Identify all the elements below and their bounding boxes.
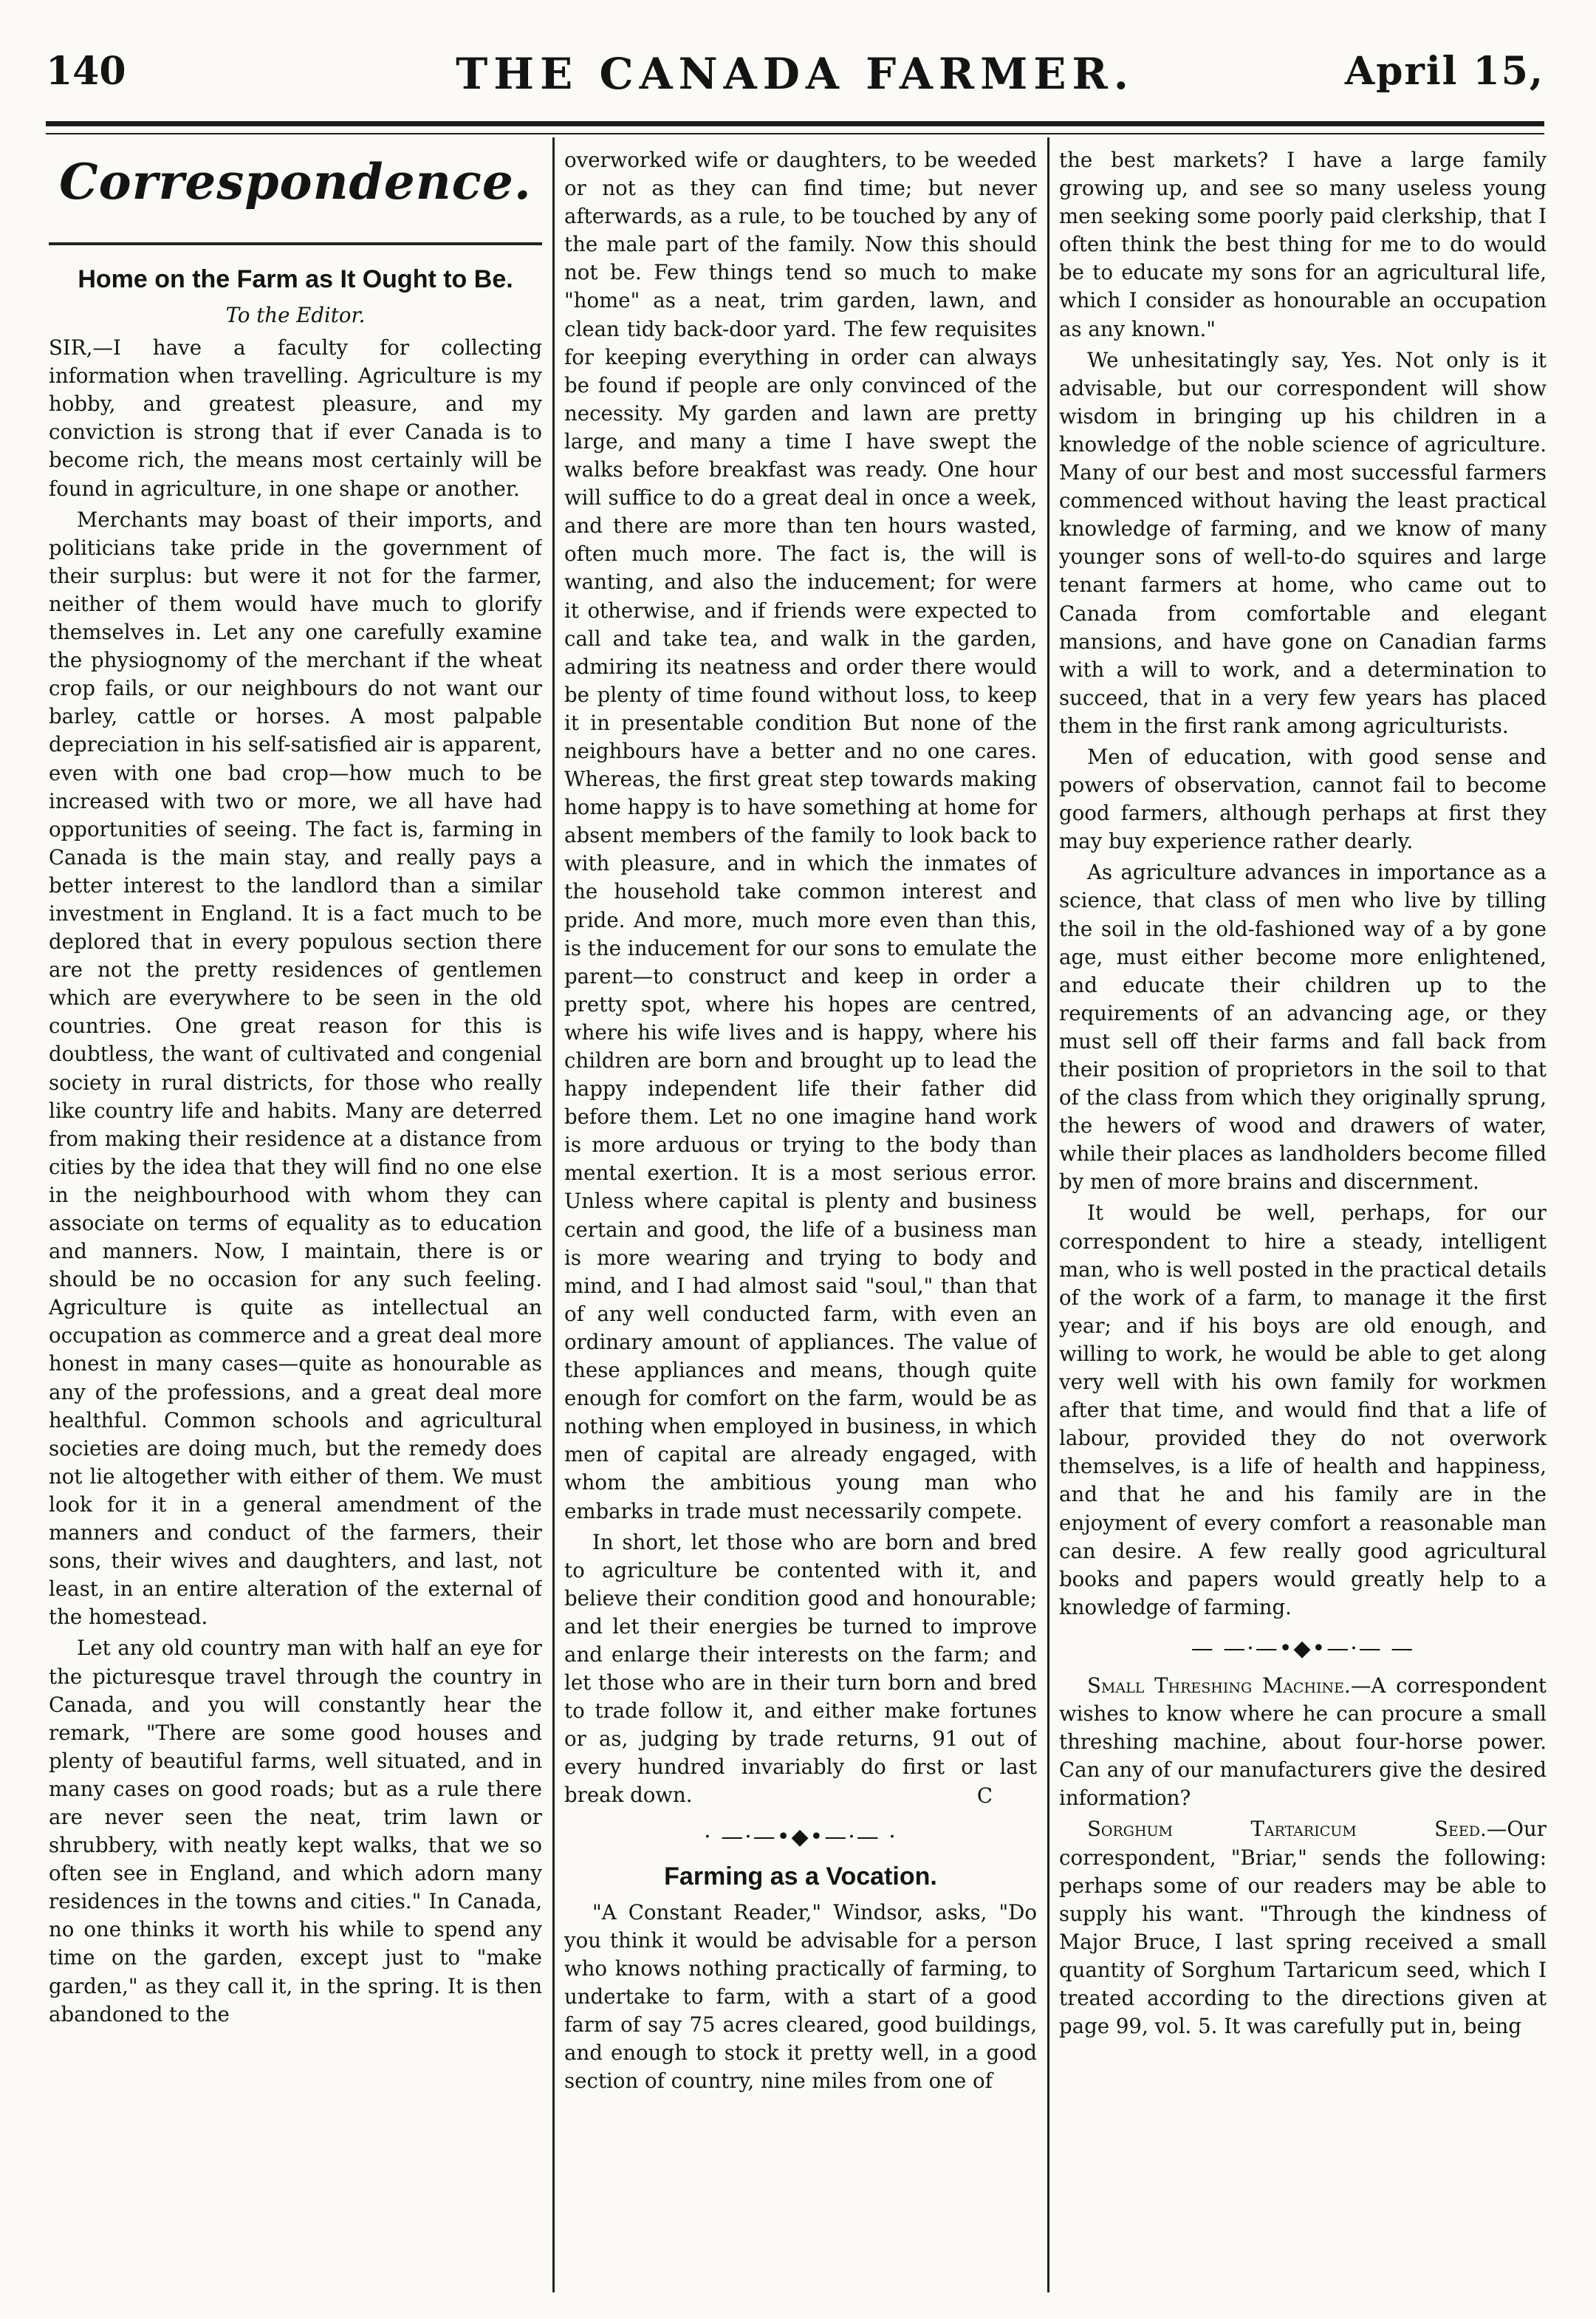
item-title: Sorghum Tartaricum Seed. bbox=[1087, 1817, 1487, 1842]
column-divider-1 bbox=[552, 137, 555, 2292]
column-1 bbox=[49, 146, 542, 2292]
paragraph: Merchants may boast of their imports, and politicians take pride in the government of their surplus: but were it not for the farmer, neither of them would have much to glorify themselves in. Let any one carefully examine the physiognomy of the merchant if the wheat crop fails, or our neighbours do not want our barley, cattle or horses. A most palpable depreciation in his self-satisfied air is apparent, even with one bad crop—how much to be increased with two or more, we all have had opportunities of seeing. The fact is, farming in Canada is the main stay, and really pays a better interest to the landlord than a similar investment in England. It is a fact much to be deplored that in every populous section there are not the pretty residences of gentlemen which are everywhere to be seen in the old countries. One great reason for this is doubtless, the want of cultivated and congenial society in rural districts, for those who really like country life and habits. Many are deterred from making their residence at a distance from cities by the idea that they will find no one else in the neighbourhood with whom they can associate on terms of equality as to education and manners. Now, I maintain, there is or should be no occasion for any such feeling. Agriculture is quite as intellectual an occupation as commerce and a great deal more honest in many cases—quite as honourable as any of the professions, and a great deal more healthful. Common schools and agricultural societies are doing much, but the remedy does not lie altogether with either of them. We must look for it in a general amendment of the manners and conduct of the farmers, their sons, their wives and daughters, and last, not least, in an entire alteration of the external of the homestead. bbox=[49, 507, 542, 1630]
paragraph: In short, let those who are born and bred to agriculture be contented with it, and believe their condition good and honourable; and let their energies be turned to improve and enlarge their interests on the farm; and let those who are in their turn born and bred to trade follow it, and either make fortunes or as, judging by trade returns, 91 out of every hundred invariably do first or last break down. bbox=[564, 1529, 1037, 1808]
paragraph: We unhesitatingly say, Yes. Not only is it advisable, but our correspondent will show wisdom in bringing up his children in a knowledge of the noble science of agriculture. Many of our best and most successful farmers commenced without having the least practical knowledge of farming, and we know of many younger sons of well-to-do squires and large tenant farmers at home, who came out to Canada from comfortable and elegant mansions, and have gone on Canadian farms with a will to work, and a determination to succeed, that in a very few years has placed them in the first rank among agriculturists. bbox=[1059, 347, 1547, 738]
article-title: Farming as a Vocation. bbox=[664, 1862, 937, 1891]
column-divider-2 bbox=[1047, 137, 1049, 2292]
signature: C bbox=[976, 1783, 993, 1808]
article-title: Home on the Farm as It Ought to Be. bbox=[78, 265, 513, 293]
paragraph: "A Constant Reader," Windsor, asks, "Do you think it would be advisable for a person who knows nothing practically of farming, to undertake to farm, with a start of a good farm of say 75 acres cleared, good buildings, and enough to stock it pretty well, in a good section of country, nine miles from one of bbox=[564, 1899, 1037, 2094]
news-item bbox=[1059, 1815, 1547, 2040]
paragraph: the best markets? I have a large family growing up, and see so many useless young men seeking some poorly paid clerkship, that I often think the best thing for me to do would be to educate my sons for an agricultural life, which I consider as honourable an occupation as any known." bbox=[1059, 148, 1547, 341]
paragraph: SIR,—I have a faculty for collecting information when travelling. Agriculture is my hobby, and greatest pleasure, and my conviction is strong that if ever Canada is to become rich, the means most certainly will be found in agriculture, in one shape or another. bbox=[49, 335, 542, 501]
header-rule-thin bbox=[46, 133, 1544, 134]
ornament-divider: · —·—•◆•—·— · bbox=[704, 1823, 897, 1850]
ornament-divider: — —·—•◆•—·— — bbox=[1191, 1635, 1415, 1661]
newspaper-title: THE CANADA FARMER. bbox=[456, 49, 1134, 99]
issue-date: April 15, bbox=[1344, 49, 1544, 94]
paragraph: Let any old country man with half an eye for the picturesque travel through the country in Canada, and you will constantly hear the remark, "There are some good houses and plenty of beautiful farms, well situated, and in many cases on good roads; but as a rule there are never seen the neat, trim lawn or shrubbery, with neatly kept walks, that we so often see in England, and which adorn many residences in the towns and cities." In Canada, no one thinks it worth his while to spend any time on the garden, except just to "make garden," as they call it, in the spring. It is then abandoned to the bbox=[49, 1636, 542, 2026]
section-title: Correspondence. bbox=[59, 153, 532, 211]
item-title: Small Threshing Machine. bbox=[1087, 1673, 1351, 1698]
header-rule-thick bbox=[46, 121, 1544, 126]
item-text: —Our correspondent, "Briar," sends the following: perhaps some of our readers may be able to supply his want. "Through the kindness of Major Bruce, I last spring received a small quantity of Sorghum Tartaricum seed, which I treated according to the directions given at page 99, vol. 5. It was carefully put in, being bbox=[1059, 1817, 1547, 2039]
paragraph: As agriculture advances in importance as a science, that class of men who live by tilling the soil in the old-fashioned way of a by gone age, must either become more enlightened, and educate their children up to the requirements of an advancing age, or they must sell off their farms and fall back from their position of proprietors in the soil to that of the class from which they originally sprung, the hewers of wood and drawers of water, while their places as landholders become filled by men of more brains and discernment. bbox=[1059, 860, 1547, 1195]
page-header bbox=[46, 49, 1544, 160]
page-number: 140 bbox=[46, 49, 126, 94]
column-3 bbox=[1059, 146, 1547, 2292]
column-2 bbox=[564, 146, 1037, 2292]
paragraph: Men of education, with good sense and powers of observation, cannot fail to become good farmers, although perhaps at first they may buy experience rather dearly. bbox=[1059, 744, 1547, 854]
paragraph: It would be well, perhaps, for our correspondent to hire a steady, intelligent man, who is well posted in the practical details of the work of a farm, to manage it the first year; and if his boys are old enough, and willing to work, he would be able to get along very well with his own family for workmen after that time, and would find that a life of labour, provided they do not overwork themselves, is a life of health and happiness, and that he and his family are in the enjoyment of every comfort a reasonable man can desire. A few really good agricultural books and papers would greatly help to a knowledge of farming. bbox=[1059, 1201, 1547, 1619]
item-text: —A correspondent wishes to know where he can procure a small threshing machine, about four-horse power. Can any of our manufacturers give the desired information? bbox=[1059, 1673, 1547, 1811]
paragraph: overworked wife or daughters, to be weeded or not as they can find time; but never afterwards, as a rule, to be touched by any of the male part of the family. Now this should not be. Few things tend so much to make "home" as a neat, trim garden, lawn, and clean tidy back-door yard. The few requisites for keeping everything in order can always be found if people are only convinced of the necessity. My garden and lawn are pretty large, and many a time I have swept the walks before breakfast was ready. One hour will suffice to do a great deal in once a week, and there are more than ten hours wasted, often much more. The fact is, the will is wanting, and also the inducement; for were it otherwise, and if friends were expected to call and take tea, and walk in the garden, admiring its neatness and order there would be plenty of time found without loss, to keep it in presentable condition But none of the neighbours have a better and no one cares. Whereas, the first great step towards making home happy is to have something at home for absent members of the family to look back to with pleasure, and in which the inmates of the household take common interest and pride. And more, much more even than this, is the inducement for our sons to emulate the parent—to construct and keep in order a pretty spot, where his hopes are centred, where his wife lives and is happy, where his children are born and brought up to lead the happy independent life their father did before them. Let no one imagine hand work is more arduous or trying to the body than mental exertion. It is a most serious error. Unless where capital is plenty and business certain and good, the life of a business man is more wearing and trying to body and mind, and I had almost said "soul," than that of any well conducted farm, with even an ordinary amount of appliances. The value of these appliances and means, though quite enough for comfort on the farm, would be as nothing when employed in business, in which men of capital are already engaged, with whom the ambitious young man who embarks in trade must necessarily compete. bbox=[564, 148, 1037, 1523]
news-item bbox=[1059, 1672, 1547, 1812]
salutation: To the Editor. bbox=[225, 303, 366, 327]
section-separator bbox=[49, 242, 542, 245]
